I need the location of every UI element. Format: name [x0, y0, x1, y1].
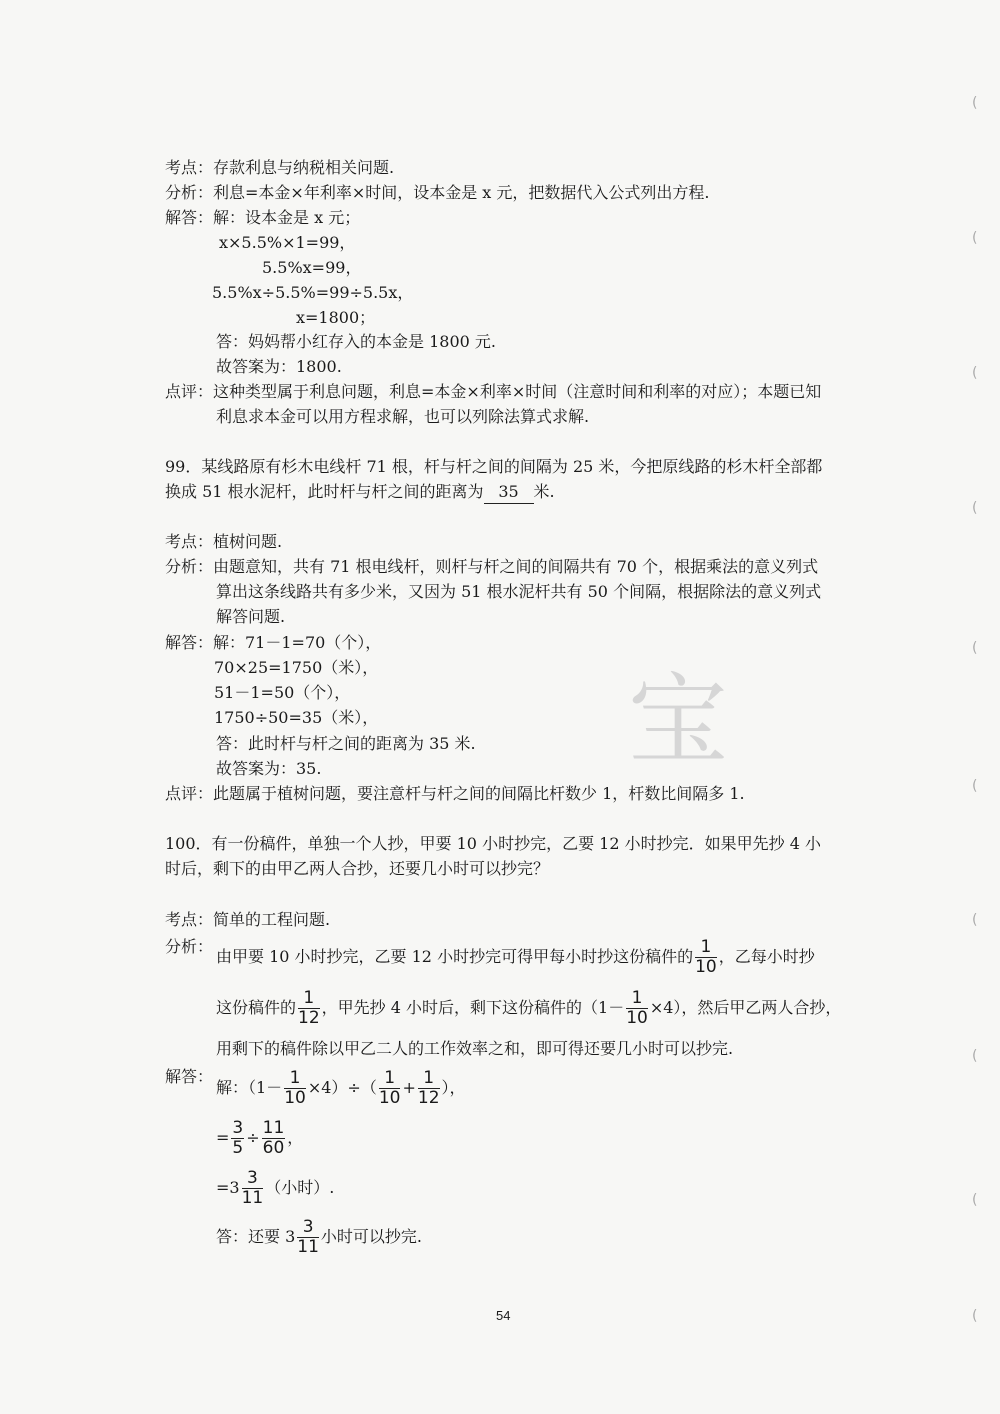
jieda-99: 解答：解：71－1=70（个），: [165, 633, 382, 652]
solution-text: +: [402, 1078, 416, 1097]
jieda-100-label: 解答：: [165, 1067, 214, 1086]
fraction: [231, 1120, 244, 1157]
fraction: [297, 1219, 319, 1256]
question-99-cont: [165, 481, 555, 504]
solution-line2: [216, 1120, 303, 1157]
fraction: [418, 1070, 440, 1107]
fenxi-98: 分析：利息=本金×年利率×时间，设本金是 x 元，把数据代入公式列出方程.: [165, 183, 710, 202]
question-text: 米.: [533, 482, 555, 501]
answer-blank: 35: [484, 481, 534, 504]
question-100-cont: 时后，剩下的由甲乙两人合抄，还要几小时可以抄完？: [165, 859, 550, 878]
margin-mark: (: [972, 1048, 978, 1064]
fenxi-100-label: 分析：: [165, 937, 214, 956]
fenxi-text: ，甲先抄 4 小时后，剩下这份稿件的（1－: [321, 998, 625, 1017]
equation-line: 51－1=50（个），: [214, 683, 351, 702]
answer-text: 答：还要 3: [216, 1227, 296, 1246]
solution-text: ），: [441, 1078, 466, 1097]
fenxi-99-cont: 算出这条线路共有多少米，又因为 51 根水泥杆共有 50 个间隔，根据除法的意义列式: [216, 582, 822, 601]
result-99: 故答案为：35.: [216, 759, 322, 778]
dianping-99: 点评：此题属于植树问题，要注意杆与杆之间的间隔比杆数少 1，杆数比间隔多 1.: [165, 784, 745, 803]
numerator: 1: [626, 990, 648, 1009]
solution-text: =: [216, 1128, 230, 1147]
margin-mark: (: [972, 500, 978, 516]
equation-line: x=1800；: [296, 308, 376, 327]
solution-text: 解：（1－: [216, 1078, 283, 1097]
fenxi-text: 这份稿件的: [216, 998, 297, 1017]
fenxi-100-line2: [216, 990, 841, 1027]
numerator: 3: [297, 1219, 319, 1238]
dianping-98: 点评：这种类型属于利息问题，利息=本金×利率×时间（注意时间和利率的对应）；本题已知: [165, 382, 822, 401]
numerator: 1: [695, 939, 717, 958]
fenxi-99-cont: 解答问题.: [216, 607, 286, 626]
denominator: 5: [232, 1138, 244, 1158]
equation-line: x×5.5%×1=99，: [219, 233, 356, 252]
equation-line: 70×25=1750（米），: [214, 658, 379, 677]
equation-line: 5.5%x=99，: [262, 258, 362, 277]
numerator: 1: [284, 1070, 306, 1089]
fraction: [695, 939, 717, 976]
denominator: 11: [297, 1237, 319, 1257]
denominator: 60: [262, 1138, 285, 1158]
answer-100: [216, 1219, 422, 1256]
margin-mark: (: [972, 912, 978, 928]
fenxi-text: ×4），然后甲乙两人合抄，: [649, 998, 842, 1017]
question-99: 99．某线路原有杉木电线杆 71 根，杆与杆之间的间隔为 25 米，今把原线路的杉木杆全部都: [165, 457, 823, 476]
page-number: 54: [496, 1308, 511, 1323]
denominator: 10: [626, 1008, 648, 1028]
solution-line3: [216, 1170, 334, 1207]
margin-mark: (: [972, 778, 978, 794]
margin-mark: (: [972, 230, 978, 246]
fenxi-text: ，乙每小时抄: [718, 947, 815, 966]
dianping-98-cont: 利息求本金可以用方程求解，也可以列除法算式求解.: [216, 407, 590, 426]
kaodian-100: 考点：简单的工程问题.: [165, 910, 331, 929]
margin-mark: (: [972, 365, 978, 381]
fraction: [379, 1070, 401, 1107]
question-100: 100．有一份稿件，单独一个人抄，甲要 10 小时抄完，乙要 12 小时抄完．如果甲先抄 4 小: [165, 834, 821, 853]
denominator: 12: [298, 1008, 320, 1028]
denominator: 10: [378, 1088, 401, 1108]
numerator: 1: [379, 1070, 401, 1089]
solution-text: ，: [287, 1128, 304, 1147]
fraction: [626, 990, 648, 1027]
result-98: 故答案为：1800.: [216, 357, 342, 376]
equation-line: 5.5%x÷5.5%=99÷5.5x，: [212, 283, 414, 302]
margin-mark: (: [972, 1192, 978, 1208]
margin-mark: (: [972, 640, 978, 656]
answer-99: 答：此时杆与杆之间的距离为 35 米.: [216, 734, 476, 753]
fenxi-99: 分析：由题意知，共有 71 根电线杆，则杆与杆之间的间隔共有 70 个，根据乘法的意义列式: [165, 557, 819, 576]
margin-mark: (: [972, 95, 978, 111]
question-text: 换成 51 根水泥杆，此时杆与杆之间的距离为: [165, 482, 484, 501]
solution-text: =3: [216, 1178, 240, 1197]
numerator: 3: [232, 1118, 244, 1138]
jieda-98: 解答：解：设本金是 x 元；: [165, 208, 361, 227]
margin-mark: (: [972, 1308, 978, 1324]
fraction: [298, 990, 320, 1027]
denominator: 12: [417, 1088, 440, 1108]
fenxi-100-line1: [216, 939, 815, 976]
fenxi-text: 由甲要 10 小时抄完，乙要 12 小时抄完可得甲每小时抄这份稿件的: [216, 947, 694, 966]
solution-text: ×4）÷（: [307, 1078, 377, 1097]
answer-98: 答：妈妈帮小红存入的本金是 1800 元.: [216, 332, 496, 351]
solution-text: ÷: [246, 1128, 260, 1147]
fraction: [262, 1120, 286, 1157]
fenxi-100-line3: 用剩下的稿件除以甲乙二人的工作效率之和，即可得还要几小时可以抄完.: [216, 1039, 734, 1058]
denominator: 11: [241, 1188, 264, 1208]
solution-text: （小时）.: [265, 1178, 335, 1197]
equation-line: 1750÷50=35（米），: [214, 708, 379, 727]
solution-line1: [216, 1070, 466, 1107]
numerator: 11: [262, 1118, 285, 1138]
fraction: [242, 1170, 264, 1207]
numerator: 3: [242, 1170, 264, 1189]
fraction: [284, 1070, 306, 1107]
watermark-char: 宝: [628, 662, 728, 779]
numerator: 1: [418, 1070, 440, 1089]
denominator: 10: [284, 1088, 306, 1108]
answer-text: 小时可以抄完.: [320, 1227, 423, 1246]
numerator: 1: [298, 990, 320, 1009]
kaodian-99: 考点：植树问题.: [165, 532, 283, 551]
kaodian-98: 考点：存款利息与纳税相关问题.: [165, 158, 395, 177]
denominator: 10: [695, 957, 717, 977]
